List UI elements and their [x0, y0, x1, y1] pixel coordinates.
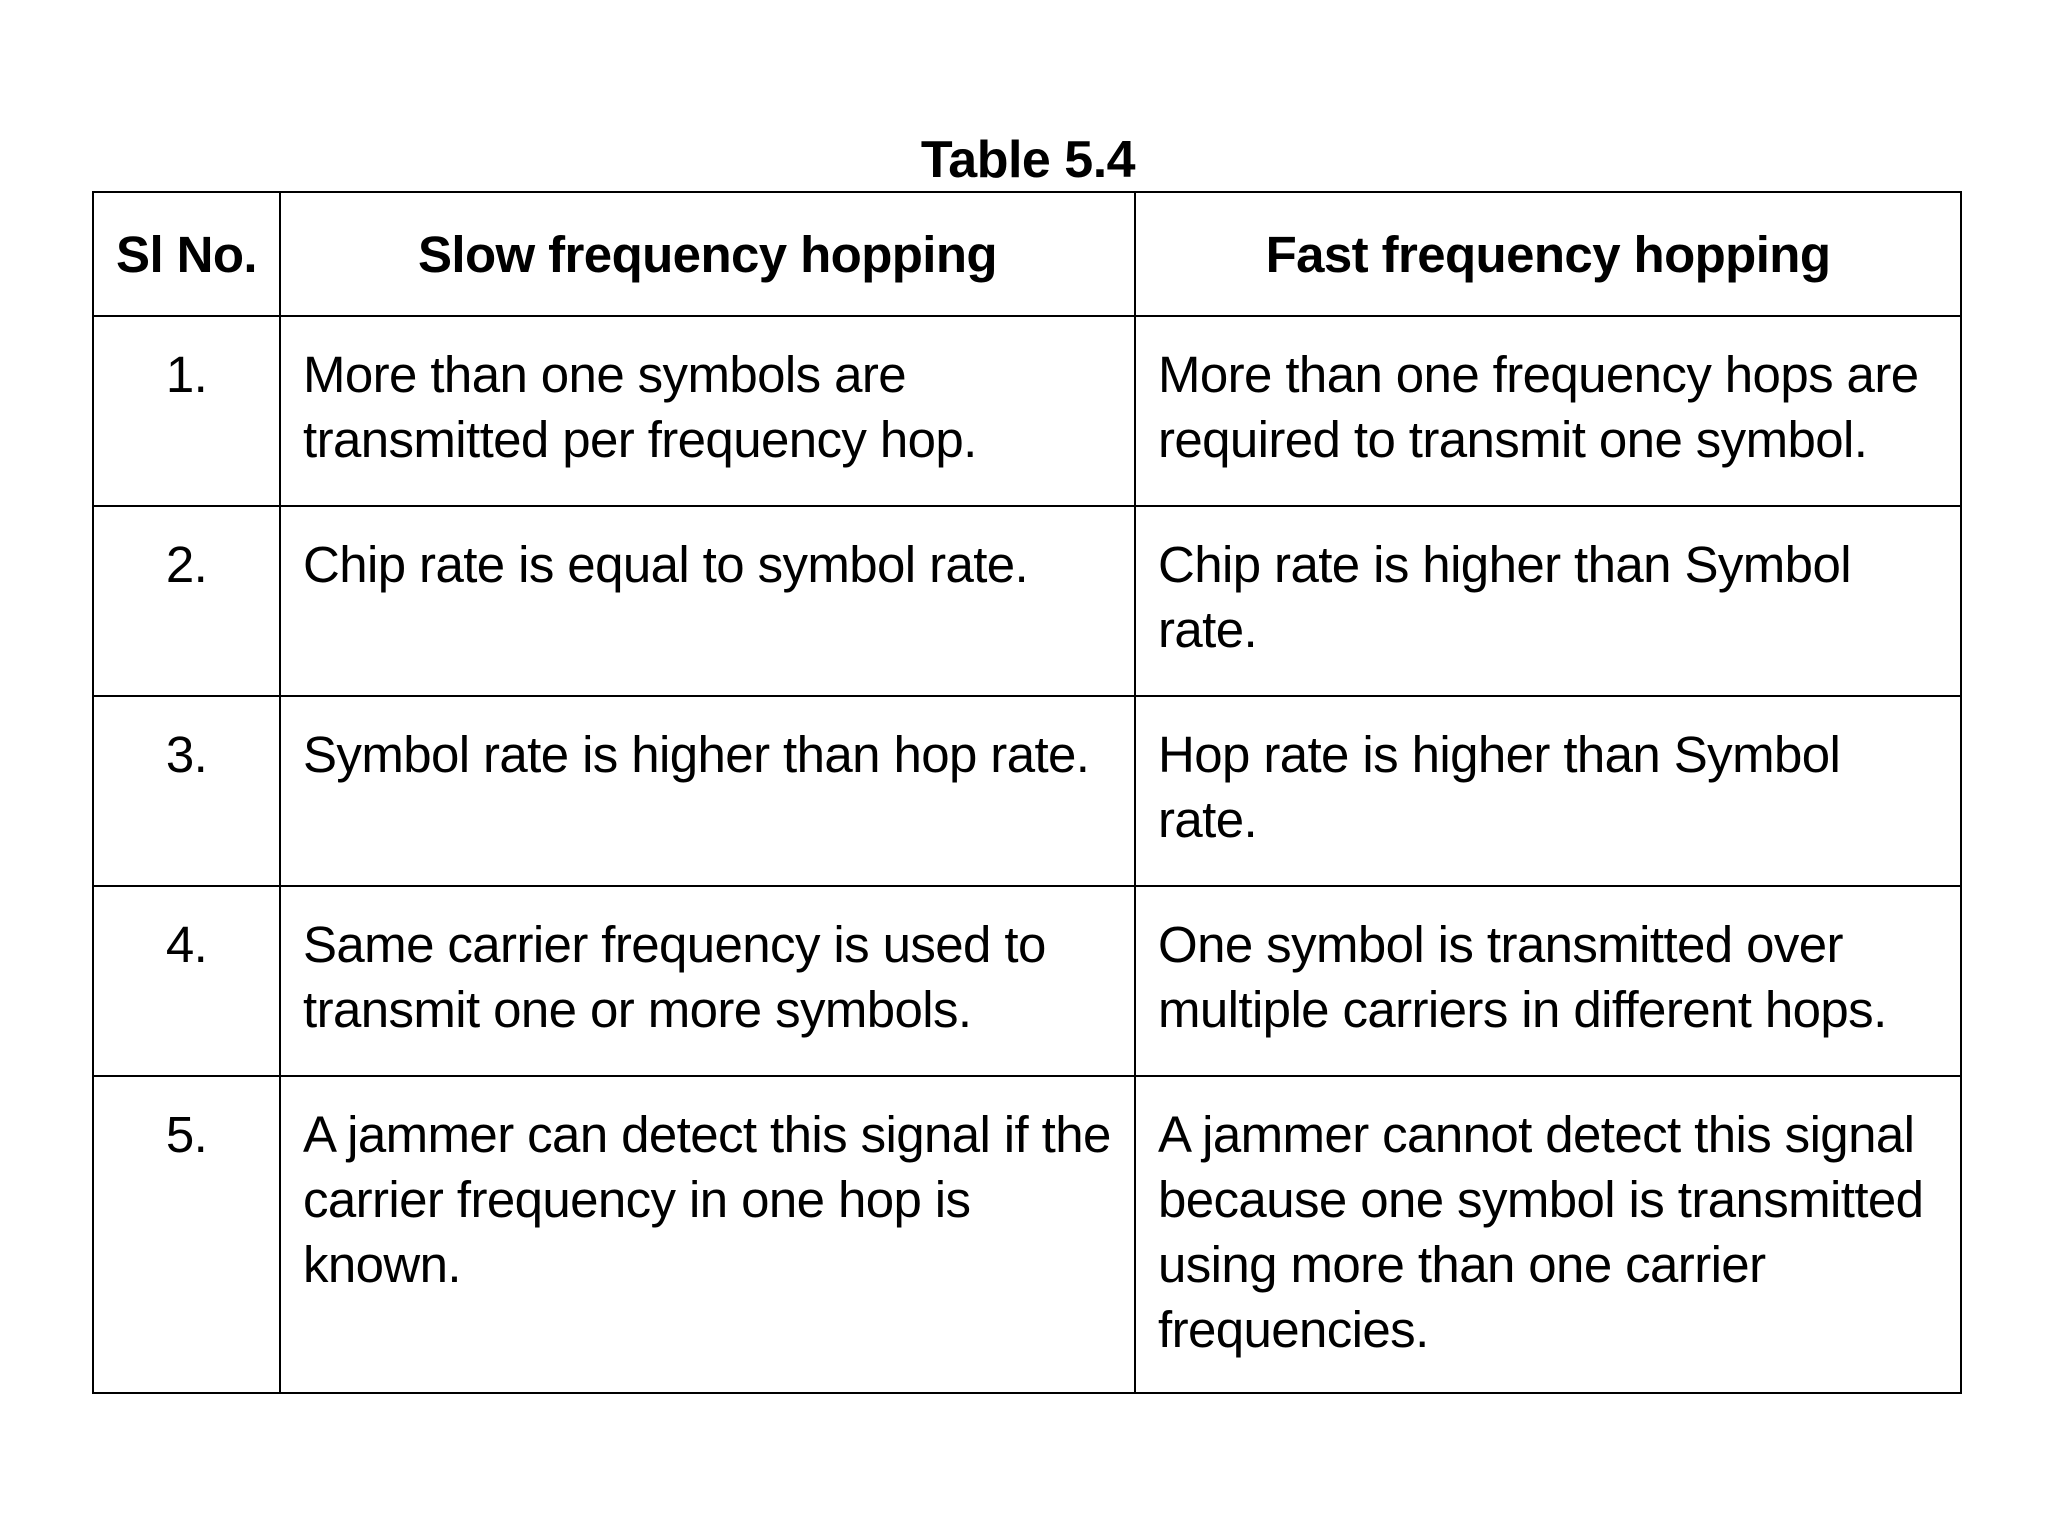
table-row [93, 886, 1961, 1076]
slow-hopping-cell: More than one symbols are transmitted per frequency hop. [280, 316, 1135, 506]
table-row [93, 316, 1961, 506]
table-row [93, 506, 1961, 696]
fast-hopping-cell: One symbol is transmitted over multiple carriers in different hops. [1135, 886, 1961, 1076]
fast-hopping-cell: More than one frequency hops are required to transmit one symbol. [1135, 316, 1961, 506]
slow-hopping-cell: Chip rate is equal to symbol rate. [280, 506, 1135, 696]
header-slow-frequency-hopping: Slow frequency hopping [280, 192, 1135, 316]
header-sl-no: Sl No. [93, 192, 280, 316]
table-title: Table 5.4 [920, 131, 1136, 189]
table-row [93, 1076, 1961, 1393]
slow-hopping-cell: Same carrier frequency is used to transmit one or more symbols. [280, 886, 1135, 1076]
fast-hopping-cell: A jammer cannot detect this signal because one symbol is transmitted using more than one carrier frequencies. [1135, 1076, 1961, 1393]
row-sl-number: 2. [93, 506, 280, 696]
fast-hopping-cell: Chip rate is higher than Symbol rate. [1135, 506, 1961, 696]
fast-hopping-cell: Hop rate is higher than Symbol rate. [1135, 696, 1961, 886]
row-sl-number: 5. [93, 1076, 280, 1393]
header-fast-frequency-hopping: Fast frequency hopping [1135, 192, 1961, 316]
comparison-table [92, 191, 1962, 1394]
table-header-row [93, 192, 1961, 316]
table-row [93, 696, 1961, 886]
row-sl-number: 4. [93, 886, 280, 1076]
row-sl-number: 1. [93, 316, 280, 506]
slow-hopping-cell: Symbol rate is higher than hop rate. [280, 696, 1135, 886]
slow-hopping-cell: A jammer can detect this signal if the carrier frequency in one hop is known. [280, 1076, 1135, 1393]
row-sl-number: 3. [93, 696, 280, 886]
